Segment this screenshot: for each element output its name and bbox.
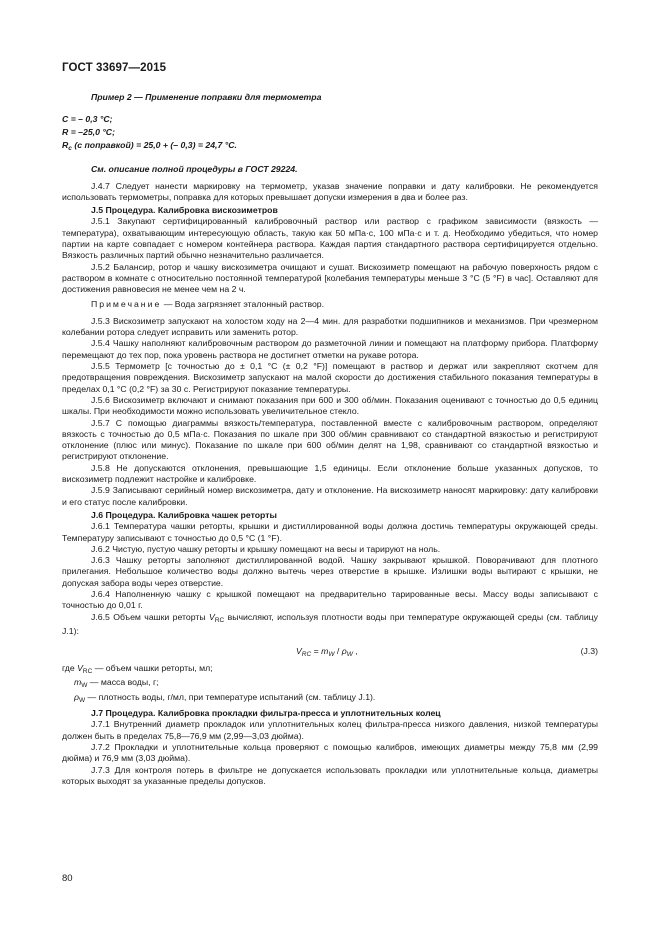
paragraph-j71: J.7.1 Внутренний диаметр прокладок или уплотнительных колец фильтра-пресса низкого давления, низкой температуры должен быть в пределах 75,8—76,9 мм (2,99—3,03 дюйма). (62, 719, 598, 741)
paragraph-j65: J.6.5 Объем чашки реторты $V_{RC}$ вычисляют, используя плотности воды при температуре окружающей среды (см. таблицу J.1): (62, 611, 599, 636)
note (62, 299, 598, 310)
paragraph-j63: J.6.3 Чашку реторты заполняют дистиллированной водой. Чашку закрывают крышкой. Поворачивают для плотного прилегания. Небольшое количество воды должно вытечь через отверстие в крышке. Излишки воды вытирают с крышки, не допуская забора воды через отверстие. (62, 555, 598, 588)
note-label: Примечание (91, 298, 162, 309)
paragraph-j64: J.6.4 Наполненную чашку с крышкой помещают на предварительно тарированные весы. Массу воды записывают с точностью до 0,01 г. (62, 588, 598, 611)
paragraph-j54: J.5.4 Чашку наполняют калибровочным раствором до разметочной линии и помещают на платформу прибора. Платформу перемещают до тех пор, пока уровень раствора не достигнет отметки на рукаве ротора. (62, 338, 598, 360)
section-heading-j7: J.7 Процедура. Калибровка прокладки фильтра-пресса и уплотнительных колец (91, 708, 441, 719)
paragraph-j58: J.5.8 Не допускаются отклонения, превышающие 1,5 единицы. Если отклонение больше указанных допусков, то вискозиметр подлежит настройке и калибровке. (62, 462, 598, 485)
example-title: Пример 2 — Применение поправки для термометра (91, 92, 322, 102)
paragraph-j59: J.5.9 Записывают серийный номер вискозиметра, дату и отклонение. На вискозиметр наносят маркировку: дату калибровки и его статус после калибровки. (62, 485, 598, 507)
page-content (62, 92, 598, 787)
formula-expression: $V_{RC} = m_W / \rho_W$ , (296, 646, 358, 659)
equation-r: R = –25,0 °С; (62, 127, 115, 138)
note-text: — Вода загрязняет эталонный раствор. (161, 298, 325, 309)
where-rho: $\rho_W$ — плотность воды, г/мл, при температуре испытаний (см. таблицу J.1). (74, 691, 376, 704)
paragraph-j52: J.5.2 Балансир, ротор и чашку вискозиметра очищают и сушат. Вискозиметр помещают на рабочую поверхность рядом с раствором в комнате с относительно постоянной температурой [колебания температуры меньше 3 °С (5 °F) в час]. Оставляют для достижения равновесия не менее чем на 2 ч. (62, 261, 598, 295)
paragraph-j62: J.6.2 Чистую, пустую чашку реторты и крышку помещают на весы и тарируют на ноль. (91, 543, 441, 554)
paragraph-j72: J.7.2 Прокладки и уплотнительные кольца проверяют с помощью калибров, имеющих диаметры между 75,8 мм (2,99 дюйма) и 76,9 мм (3,03 дюйма). (62, 741, 598, 764)
paragraph-j47: J.4.7 Следует нанести маркировку на термометр, указав значение поправки и дату калибровки. Не рекомендуется использовать термометры, поправка для которых превышает допуски измерения в два и более раз. (62, 180, 598, 202)
paragraph-j61: J.6.1 Температура чашки реторты, крышки и дистиллированной воды должна достичь температуры окружающей среды. Температуру записывают с точностью до 0,5 °С (1 °F). (62, 521, 598, 543)
paragraph-j56: J.5.6 Вискозиметр включают и снимают показания при 600 и 300 об/мин. Показания оценивают с точностью до 0,5 единиц шкалы. При необходимости можно использовать увеличительное стекло. (62, 394, 598, 417)
paragraph-j57: J.5.7 С помощью диаграммы вязкость/температура, поставленной вместе с калибровочным раствором, определяют вязкость с точностью до 0,5 мПа·с. Показания по шкале при 300 об/мин сравнивают со стандартной вязкостью и регистрируют отклонение (плюс или минус). Показание по шкале при 600 об/мин делят на 1,98, сравнивают со стандартной вязкостью и регистрируют отклонение. (62, 417, 598, 462)
document-header: ГОСТ 33697—2015 (62, 62, 167, 74)
formula-j3 (62, 641, 598, 663)
section-heading-j6: J.6 Процедура. Калибровка чашек реторты (91, 509, 277, 520)
where-m: $m_W$ — масса воды, г; (74, 677, 159, 690)
equation-rc: $R_c$ (с поправкой) = 25,0 + (– 0,3) = 24,7 °С. (62, 140, 237, 153)
paragraph-j55: J.5.5 Термометр [с точностью до ± 0,1 °С (± 0,2 °F)] помещают в раствор и держат или закрепляют скотчем для предотвращения повреждения. Вискозиметр запускают на малой скорости до достижения стабильного показания температуры в пределах 0,1 °С (0,2 °F) за 30 с. Регистрируют показание температуры. (62, 361, 598, 394)
formula-number: (J.3) (580, 646, 598, 657)
paragraph-j51: J.5.1 Закупают сертифицированный калибровочный раствор или раствор с графиком зависимости (вязкость — температура), охватывающим интересующую область, такую как 50 мПа·с, 100 мПа·с и т. д. Необходимо убедиться, что номер партии на карте совпадает с номером контейнера раствора. Каждая партия стандартного раствора сертифицируется отдельно. Вязкость различных партий обычно незначительно различается. (62, 216, 598, 261)
page-number: 80 (62, 873, 73, 884)
paragraph-j53: J.5.3 Вискозиметр запускают на холостом ходу на 2—4 мин. для разработки подшипников и механизмов. При чрезмерном колебании ротора следует исправить или заменить ротор. (62, 315, 598, 338)
equation-c: С = – 0,3 °С; (62, 114, 113, 125)
where-v: где $V_{RC}$ — объем чашки реторты, мл; (62, 663, 213, 676)
paragraph-j73: J.7.3 Для контроля потерь в фильтре не допускается использовать прокладки или уплотнительные кольца, диаметры которых выходят за указанные пределы допусков. (62, 764, 598, 786)
section-heading-j5: J.5 Процедура. Калибровка вискозиметров (91, 205, 278, 216)
see-procedure-note: См. описание полной процедуры в ГОСТ 29224. (91, 164, 298, 175)
